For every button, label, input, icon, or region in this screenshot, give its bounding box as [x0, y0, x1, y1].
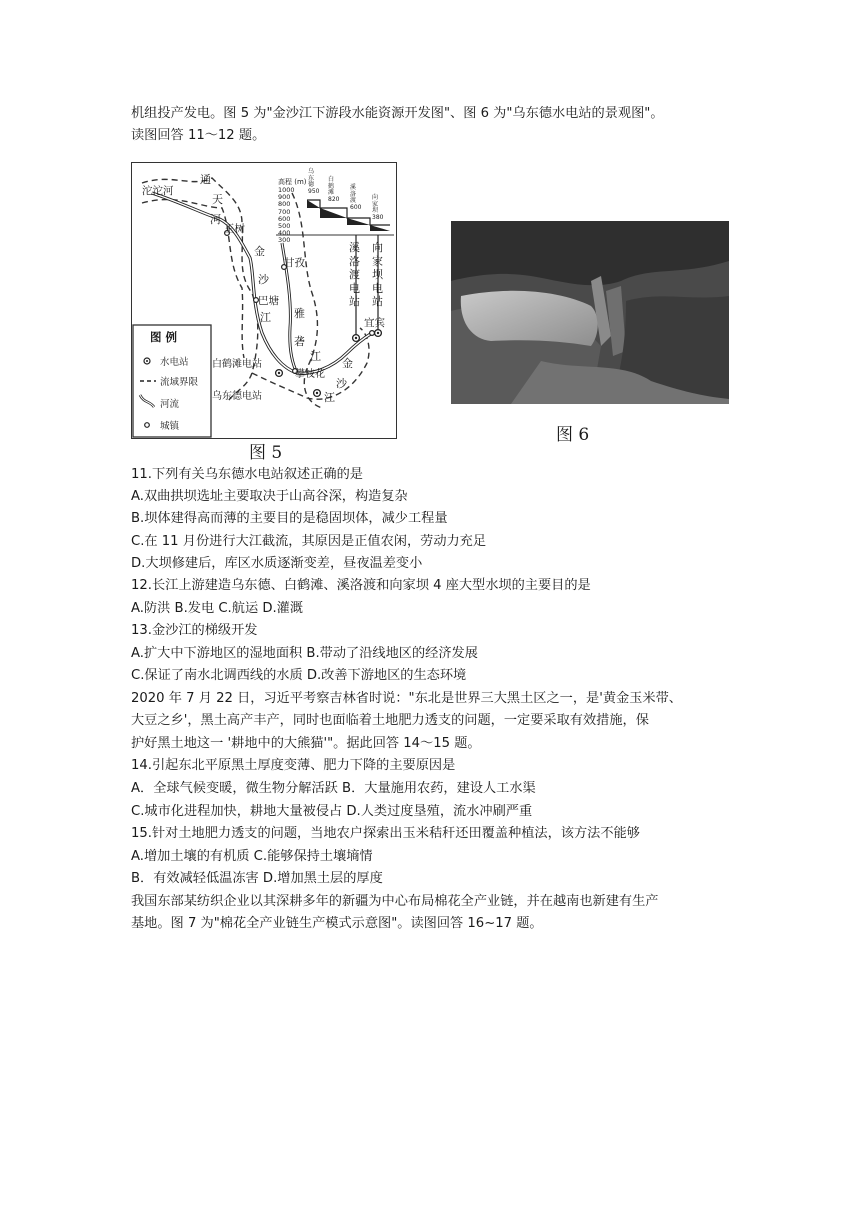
- legend-river: 河流: [160, 399, 180, 410]
- figure-5-caption: 图 5: [249, 443, 283, 463]
- label-ya: 雅: [294, 307, 305, 320]
- legend-title: 图 例: [150, 330, 178, 344]
- profile-station-xiangjiaba: 向家坝 380: [372, 194, 384, 221]
- label-jiang3: 江: [324, 391, 335, 404]
- label-wudongde: 乌东德电站: [212, 391, 262, 402]
- intro-line-1: 机组投产发电。图 5 为"金沙江下游段水能资源开发图"、图 6 为"乌东德水电站的景观图"。: [131, 106, 664, 121]
- label-long: 砻: [294, 335, 305, 348]
- label-panzhihua: 攀枝花: [295, 369, 325, 380]
- profile-station-wudongde: 乌东德 950: [308, 168, 320, 195]
- question-line: B．有效减轻低温冻害 D.增加黑土层的厚度: [131, 871, 383, 886]
- question-line: A.增加土壤的有机质 C.能够保持土壤墒情: [131, 849, 373, 864]
- label-yibin: 宜宾: [364, 317, 385, 329]
- question-line: 护好黑土地这一 '耕地中的大熊猫'"。据此回答 14～15 题。: [131, 736, 481, 751]
- legend-station: 水电站: [160, 357, 189, 368]
- label-jin2: 金: [342, 357, 353, 370]
- question-line: 12.长江上游建造乌东德、白鹤滩、溪洛渡和向家坝 4 座大型水坝的主要目的是: [131, 578, 591, 593]
- label-he: 河: [210, 213, 221, 226]
- figure-5-map: [131, 162, 397, 439]
- profile-unit: 高程 (m): [278, 178, 307, 186]
- question-line: 2020 年 7 月 22 日，习近平考察吉林省时说："东北是世界三大黑土区之一，是'黄金玉米带、: [131, 691, 682, 706]
- question-line: 13.金沙江的梯级开发: [131, 623, 258, 638]
- label-yushu: 玉树: [224, 223, 245, 235]
- question-line: C.城市化进程加快，耕地大量被侵占 D.人类过度垦殖，流水冲刷严重: [131, 804, 533, 819]
- question-line: 基地。图 7 为"棉花全产业链生产模式示意图"。读图回答 16~17 题。: [131, 916, 543, 931]
- label-tong: 通: [200, 173, 211, 186]
- label-ganzi: 甘孜: [284, 257, 305, 269]
- profile-station-baihetan: 白鹤滩 820: [328, 176, 340, 203]
- figure-6-caption: 图 6: [556, 425, 590, 445]
- question-line: 我国东部某纺织企业以其深耕多年的新疆为中心布局棉花全产业链，并在越南也新建有生产: [131, 894, 659, 909]
- label-xiangjiaba: 向 家 坝 电 站: [372, 241, 383, 308]
- question-line: 14.引起东北平原黑土厚度变薄、肥力下降的主要原因是: [131, 758, 456, 773]
- question-line: 15.针对土地肥力透支的问题，当地农户探索出玉米秸秆还田覆盖种植法，该方法不能够: [131, 826, 640, 841]
- label-tuotuo: 沱沱河: [142, 185, 174, 197]
- question-line: A.防洪 B.发电 C.航运 D.灌溉: [131, 601, 304, 616]
- label-tian: 天: [212, 193, 223, 206]
- label-xiluodu: 溪 洛 渡 电 站: [349, 241, 360, 308]
- question-line: C.保证了南水北调西线的水质 D.改善下游地区的生态环境: [131, 668, 467, 683]
- label-baihetan: 白鹤滩电站: [212, 359, 262, 370]
- question-line: 11.下列有关乌东德水电站叙述正确的是: [131, 467, 363, 482]
- label-sha: 沙: [258, 273, 269, 286]
- question-line: A.扩大中下游地区的湿地面积 B.带动了沿线地区的经济发展: [131, 646, 478, 661]
- question-line: C.在 11 月份进行大江截流，其原因是正值农闲，劳动力充足: [131, 534, 487, 549]
- question-line: 大豆之乡'，黑土高产丰产，同时也面临着土地肥力透支的问题，一定要采取有效措施，保: [131, 713, 649, 728]
- question-line: D.大坝修建后，库区水质逐渐变差，昼夜温差变小: [131, 556, 423, 571]
- intro-line-2: 读图回答 11～12 题。: [131, 128, 266, 143]
- question-line: A．全球气候变暖，微生物分解活跃 B．大量施用农药，建设人工水渠: [131, 781, 536, 796]
- label-batang: 巴塘: [258, 295, 279, 307]
- label-jin: 金: [254, 245, 265, 258]
- figure-6-photo: [451, 221, 729, 404]
- legend-boundary: 流域界限: [160, 377, 199, 388]
- profile-station-xiluodu: 溪洛渡 600: [350, 184, 362, 211]
- question-line: B.坝体建得高而薄的主要目的是稳固坝体，减少工程量: [131, 511, 448, 526]
- profile-ticks: 1000 900 800 700 600 500 400 300: [278, 186, 295, 245]
- legend-town: 城镇: [160, 421, 180, 432]
- label-sha2: 沙: [336, 377, 347, 390]
- label-jiang2: 江: [310, 350, 321, 363]
- label-jiang: 江: [260, 311, 271, 324]
- question-line: A.双曲拱坝选址主要取决于山高谷深，构造复杂: [131, 489, 408, 504]
